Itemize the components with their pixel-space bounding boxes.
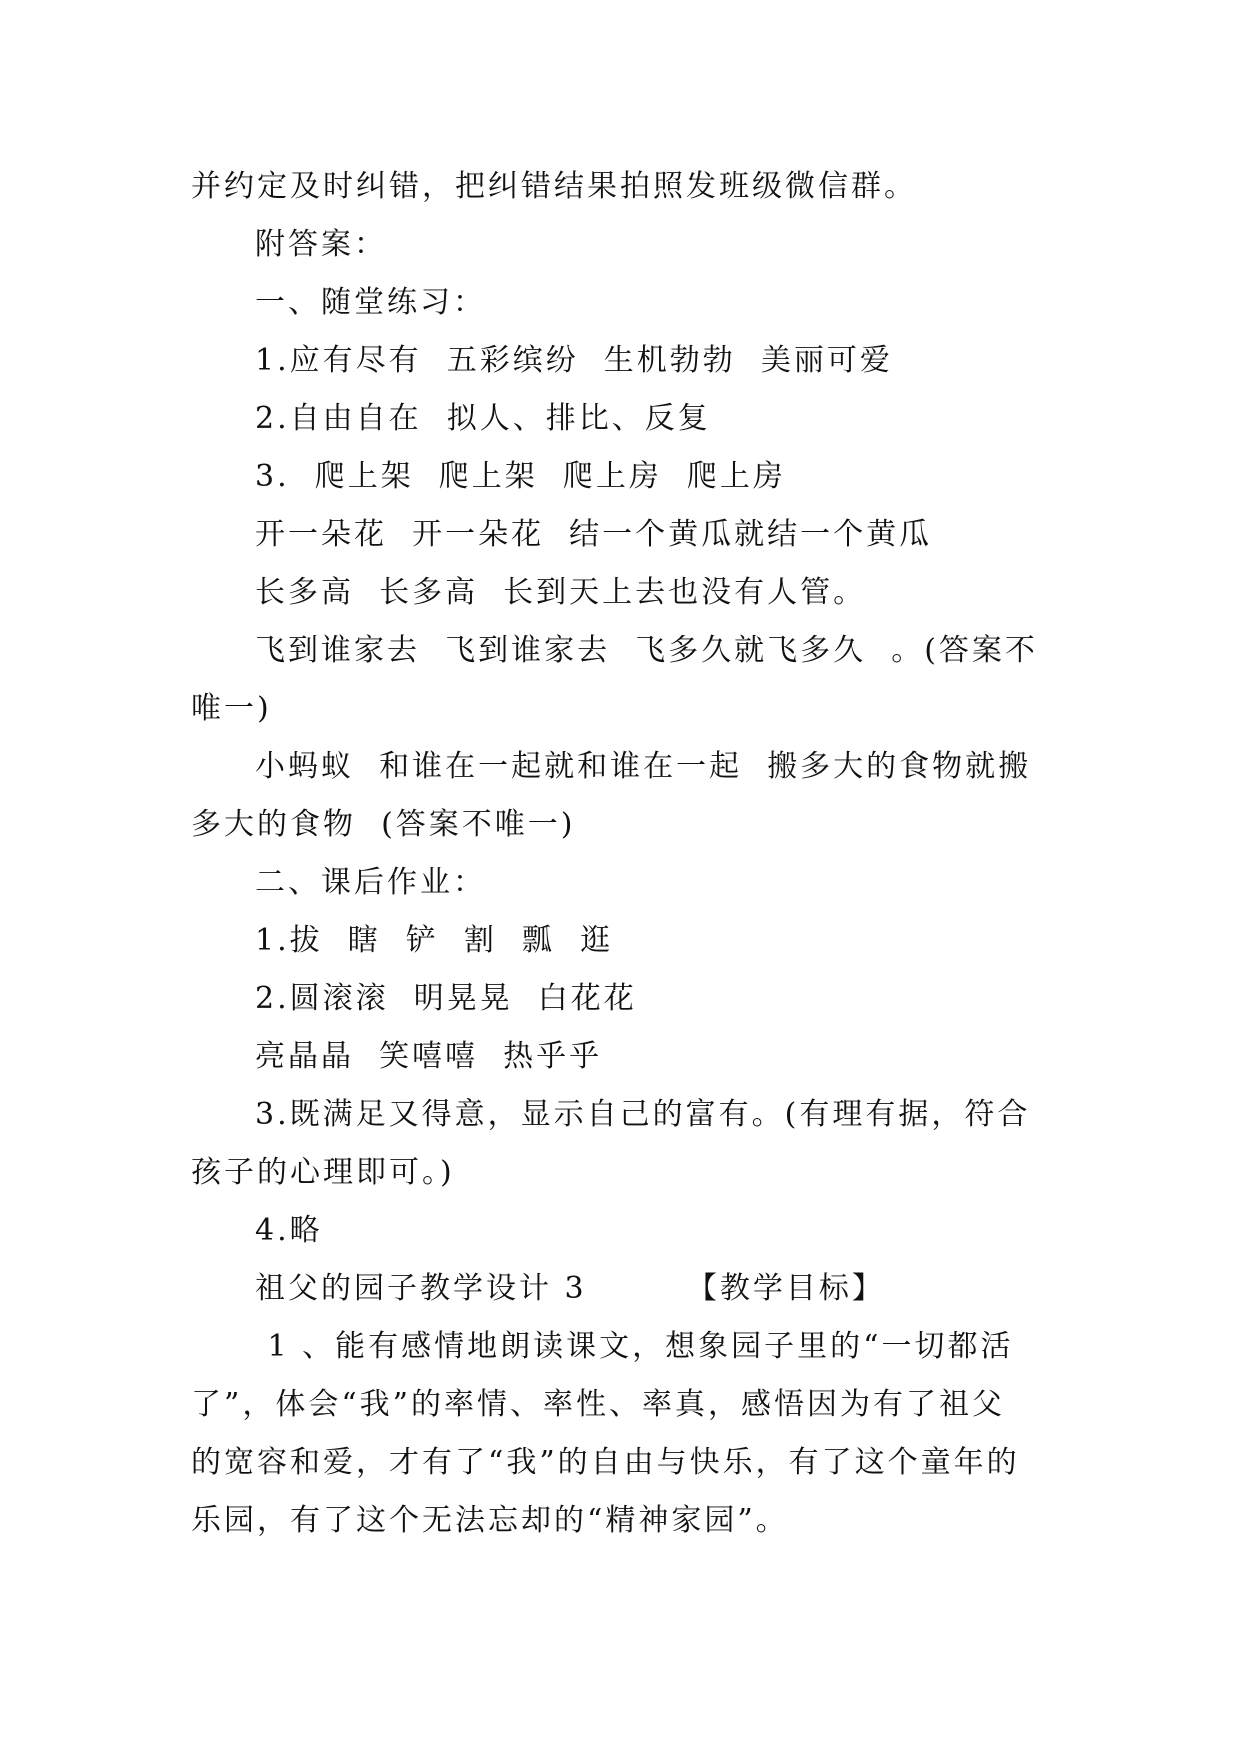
text-line: 唯一) [191, 691, 272, 726]
text-line: 飞到谁家去 飞到谁家去 飞多久就飞多久 。(答案不 [255, 633, 1038, 668]
text-line: 长多高 长多高 长到天上去也没有人管。 [255, 575, 867, 610]
text-line: 3. 爬上架 爬上架 爬上房 爬上房 [255, 459, 786, 494]
text-line: 2.自由自在 拟人、排比、反复 [255, 401, 711, 436]
text-line: 2.圆滚滚 明晃晃 白花花 [255, 981, 637, 1016]
text-line: 的宽容和爱，才有了“我”的自由与快乐，有了这个童年的 [191, 1445, 1020, 1480]
lesson-title: 祖父的园子教学设计 3 【教学目标】 [255, 1271, 885, 1306]
answer-heading: 附答案： [255, 227, 387, 262]
text-line: 4.略 [255, 1213, 323, 1248]
text-line: 1 、能有感情地朗读课文，想象园子里的“一切都活 [255, 1329, 1014, 1364]
text-line: 亮晶晶 笑嘻嘻 热乎乎 [255, 1039, 603, 1074]
text-line: 多大的食物 (答案不唯一) [191, 807, 576, 842]
text-line: 了”，体会“我”的率情、率性、率真，感悟因为有了祖父 [191, 1387, 1006, 1422]
text-line: 1.拔 瞎 铲 割 瓢 逛 [255, 923, 613, 958]
text-line: 3.既满足又得意，显示自己的富有。(有理有据，符合 [255, 1097, 1031, 1132]
text-line: 孩子的心理即可。) [191, 1155, 455, 1190]
section-heading-practice: 一、随堂练习： [255, 285, 486, 320]
text-line: 开一朵花 开一朵花 结一个黄瓜就结一个黄瓜 [255, 517, 933, 552]
text-line: 小蚂蚁 和谁在一起就和谁在一起 搬多大的食物就搬 [255, 749, 1032, 784]
section-heading-homework: 二、课后作业： [255, 865, 486, 900]
text-line: 并约定及时纠错，把纠错结果拍照发班级微信群。 [191, 169, 917, 204]
text-line: 乐园，有了这个无法忘却的“精神家园”。 [191, 1503, 789, 1538]
document-body [191, 158, 1051, 1550]
text-line: 1.应有尽有 五彩缤纷 生机勃勃 美丽可爱 [255, 343, 893, 378]
